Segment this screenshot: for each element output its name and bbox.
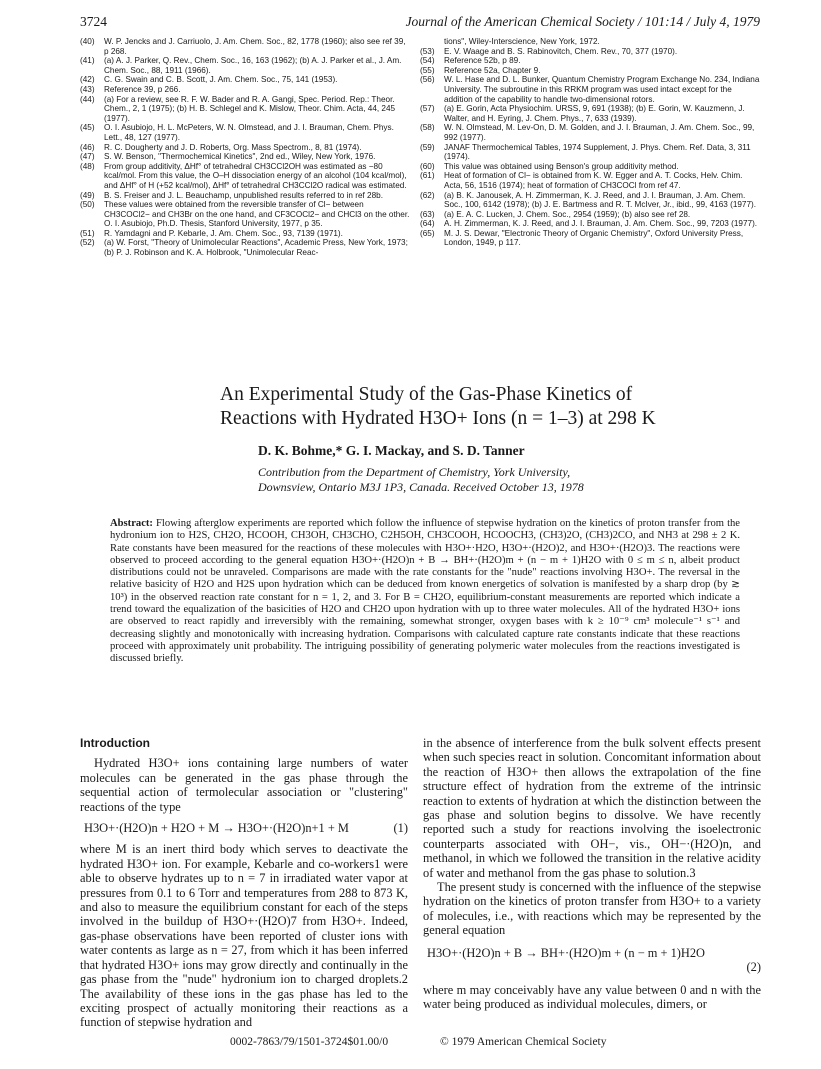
reference-number: (59): [420, 142, 435, 152]
reference-number: [420, 37, 444, 47]
reference-entry: [420, 56, 760, 66]
equation-2-number: (2): [746, 960, 761, 975]
reference-entry: [80, 162, 410, 191]
equation-1-body: H3O+·(H2O)n + H2O + M → H3O+·(H2O)n+1 + M: [84, 821, 349, 836]
reference-number: (44): [80, 94, 95, 104]
reference-number: (61): [420, 171, 435, 181]
reference-number: (64): [420, 219, 435, 229]
reference-entry: [80, 143, 410, 153]
equation-2-body: H3O+·(H2O)n + B → BH+·(H2O)m + (n − m + 1)H2O: [427, 945, 706, 960]
reference-text: From group additivity, ΔHf° of tetrahedral CH3CCl2OH was estimated as −80 kcal/mol. From this value, the O–H dissociation energy of an alcohol (104 kcal/mol), and ΔHf° of H (+52 kcal/mol), ΔHf° of tetrahedral CH3CCl2O radical was estimated.: [104, 161, 407, 190]
reference-number: (50): [80, 200, 95, 210]
reference-entry: [420, 104, 760, 123]
reference-number: (57): [420, 104, 435, 114]
reference-text: R. Yamdagni and P. Kebarle, J. Am. Chem. Soc., 93, 7139 (1971).: [104, 228, 343, 238]
reference-number: (42): [80, 75, 95, 85]
reference-entry: [80, 85, 410, 95]
reference-text: W. N. Olmstead, M. Lev-On, D. M. Golden, and J. I. Brauman, J. Am. Chem. Soc., 99, 992 (1977).: [444, 123, 755, 142]
paragraph: The present study is concerned with the influence of the stepwise hydration on the kinetics of proton transfer from H3O+ to a variety of molecules, i.e., with reactions which may be represented by the general equation: [423, 880, 761, 938]
reference-number: (43): [80, 84, 95, 94]
reference-text: C. G. Swain and C. B. Scott, J. Am. Chem. Soc., 75, 141 (1953).: [104, 75, 338, 85]
reference-number: (63): [420, 209, 435, 219]
body-left-column: [80, 736, 408, 1030]
reference-entry: [80, 56, 410, 75]
journal-citation: Journal of the American Chemical Society / 101:14 / July 4, 1979: [405, 14, 760, 29]
reference-text: S. W. Benson, "Thermochemical Kinetics", 2nd ed., Wiley, New York, 1976.: [104, 152, 376, 162]
reference-entry: [80, 95, 410, 124]
paragraph: in the absence of interference from the bulk solvent effects present when such species react in solution. Concomitant information about the reaction of H3O+ then allows the extrapolation of the fine structure effect of hydration from the extreme of the intrinsic reaction to extents of hydration at which the distinction between the gas phase and solution begins to dissolve. We have recently reported such a study for reactions involving the isoelectronic counterparts associated with OH−, vis., OH−·(H2O)n, and methanol, in which we followed the transition in the relative acidity of water and methanol from the gas phase to solution.3: [423, 736, 761, 880]
reference-number: (53): [420, 46, 435, 56]
reference-number: (45): [80, 123, 95, 133]
reference-entry: [80, 75, 410, 85]
reference-entry: [420, 210, 760, 220]
paragraph: Hydrated H3O+ ions containing large numbers of water molecules can be generated in the gas phase through the sequential action of termolecular association or "clustering" reactions of the type: [80, 756, 408, 814]
reference-text: tions", Wiley-Interscience, New York, 1972.: [444, 37, 600, 46]
equation-1-number: (1): [393, 821, 408, 836]
article-code: 0002-7863/79/1501-3724$01.00/0: [230, 1036, 389, 1048]
reference-text: (a) B. K. Janousek, A. H. Zimmerman, K. J. Reed, and J. I. Brauman, J. Am. Chem. Soc., 100, 6142 (1978); (b) J. E. Bartmess and R. T. McIver, Jr., ibid., 99, 4163 (1977).: [444, 190, 757, 210]
reference-number: (48): [80, 161, 95, 171]
reference-entry: [420, 66, 760, 76]
paragraph: where M is an inert third body which serves to deactivate the hydrated H3O+ ion. For example, Kebarle and co-workers1 were able to observe hydrates up to n = 7 in irradiated water vapor at pressures from 0.1 to 6 Torr and temperatures from 288 to 873 K, and also to measure the equilibrium constant for each of the steps involved in the buildup of H3O+·(H2O)7 from H3O+. Indeed, gas-phase observations have been reported of cluster ions with water contents as large as n = 27, from which it has been inferred that hydrated H3O+ ions may grow directly and continually in the gas phase from the "nude" hydronium ion to charged droplets.2 The availability of these ions in the gas phase has led to the exciting prospect of actually monitoring their reactions as a function of stepwise hydration and: [80, 842, 408, 1030]
affiliation-line-2: Downsview, Ontario M3J 1P3, Canada. Received October 13, 1978: [258, 480, 584, 494]
reference-text: W. P. Jencks and J. Carriuolo, J. Am. Chem. Soc., 82, 1778 (1960); also see ref 39, p 268.: [104, 37, 406, 56]
reference-text: M. J. S. Dewar, "Electronic Theory of Organic Chemistry", Oxford University Press, London, 1949, p 117.: [444, 228, 744, 248]
reference-number: (62): [420, 190, 435, 200]
reference-entry: [420, 123, 760, 142]
reference-text: (a) W. Forst, "Theory of Unimolecular Reactions", Academic Press, New York, 1973; (b) P. J. Robinson and K. A. Holbrook, "Unimolecular Reac-: [104, 238, 408, 258]
reference-number: (60): [420, 161, 435, 171]
page-number: 3724: [80, 14, 107, 29]
reference-number: (41): [80, 56, 95, 66]
reference-entry: [420, 143, 760, 162]
reference-entry: [80, 123, 410, 142]
reference-text: O. I. Asubiojo, H. L. McPeters, W. N. Olmstead, and J. I. Brauman, Chem. Phys. Lett., 48, 127 (1977).: [104, 123, 394, 142]
reference-number: (51): [80, 228, 95, 238]
reference-text: (a) E. A. C. Lucken, J. Chem. Soc., 2954 (1959); (b) also see ref 28.: [444, 209, 691, 219]
reference-number: (54): [420, 56, 435, 66]
equation-1: [84, 821, 408, 835]
references-right-column: [420, 37, 760, 248]
reference-number: (65): [420, 228, 435, 238]
reference-entry: [80, 152, 410, 162]
reference-number: (56): [420, 75, 435, 85]
reference-text: (a) For a review, see R. F. W. Bader and R. A. Gangi, Spec. Period. Rep.: Theor. Chem., 2, 1 (1975); (b) H. B. Schlegel and K. Mislow, Theor. Chim. Acta, 44, 245 (1977).: [104, 94, 396, 123]
abstract-text: Flowing afterglow experiments are reported which follow the influence of stepwise hydration on the kinetics of proton transfer from the hydronium ion to H2S, CH2O, HCOOH, CH3OH, CH3CHO, C2H5OH, CH3COOH, HCOOCH3, (CH3)2O, (CH3)2CO, and NH3 at 298 ± 2 K. Rate constants have been measured for the reactions of these molecules with H3O+·H2O, H3O+·(H2O)2, and H3O+·(H2O)3. The reactions were observed to proceed according to the general equation H3O+·(H2O)n + B → BH+·(H2O)m + (n − m + 1)H2O with 0 ≤ m ≤ n, albeit product distributions could not be unraveled. Comparisons are made with the rate constants for the "nude" reactions involving H3O+. The reversal in the relative basicity of H2O and H2S upon hydration which can be deduced from known energetics of solvation is manifested by a sharp drop (by ≳ 10³) in the observed reaction rate constant for n = 1, 2, and 3. For B = CH2O, equilibrium-constant measurements are reported which indicate a trend toward the equalization of the basicities of H2O and CH2O upon hydration with up to three water molecules. All of the hydrated H3O+ ions are observed to react rapidly and irreversibly with the remaining, somewhat stronger, oxygen bases with k ≥ 10⁻⁹ cm³ molecule⁻¹ s⁻¹ and decreasing slightly and monotonically with increasing hydration. Comparisons with calculated capture rate constants indicate that these reactions proceed with approximately unit probability. The intriguing possibility of generating polymeric water molecules from the reactions investigated is discussed briefly.: [110, 518, 741, 665]
reference-text: These values were obtained from the reversible transfer of Cl− between CH3COCl2− and CH3Br on the one hand, and CF3COCl2− and CHCl3 on the other. O. I. Asubiojo, Ph.D. Thesis, Stanford University, 1977, p 35.: [104, 200, 410, 229]
affiliation: [258, 465, 738, 495]
reference-text: (a) A. J. Parker, Q. Rev., Chem. Soc., 16, 163 (1962); (b) A. J. Parker et al., J. Am. Chem. Soc., 88, 1911 (1966).: [104, 56, 402, 75]
reference-text: JANAF Thermochemical Tables, 1974 Supplement, J. Phys. Chem. Ref. Data, 3, 311 (1974).: [444, 142, 751, 162]
section-heading: Introduction: [80, 736, 150, 750]
reference-entry: [80, 200, 410, 229]
reference-text: Reference 52a, Chapter 9.: [444, 65, 541, 75]
paragraph: where m may conceivably have any value between 0 and n with the water being produced as individual molecules, dimers, or: [423, 982, 761, 1011]
reference-text: B. S. Freiser and J. L. Beauchamp, unpublished results referred to in ref 28b.: [104, 190, 383, 200]
reference-number: (47): [80, 152, 95, 162]
reference-text: Reference 39, p 266.: [104, 84, 181, 94]
reference-entry: [420, 191, 760, 210]
running-header: [80, 14, 760, 34]
reference-text: (a) E. Gorin, Acta Physiochim. URSS, 9, 691 (1938); (b) E. Gorin, W. Kauzmenn, J. Walter, and H. Eyring, J. Chem. Phys., 7, 633 (1939).: [444, 104, 745, 123]
reference-entry: [420, 229, 760, 248]
reference-text: A. H. Zimmerman, K. J. Reed, and J. I. Brauman, J. Am. Chem. Soc., 99, 7203 (1977).: [444, 219, 758, 229]
abstract-label: Abstract:: [110, 518, 153, 529]
reference-text: E. V. Waage and B. S. Rabinovitch, Chem. Rev., 70, 377 (1970).: [444, 46, 678, 56]
reference-entry: [420, 75, 760, 104]
reference-text: This value was obtained using Benson's group additivity method.: [444, 161, 679, 171]
reference-text: Heat of formation of Cl− is obtained from K. W. Egger and A. T. Cocks, Helv. Chim. Acta, 56, 1516 (1974); heat of formation of CH3COCl from ref 47.: [444, 171, 743, 190]
title-line-2: Reactions with Hydrated H3O+ Ions (n = 1–3) at 298 K: [220, 408, 656, 429]
copyright: © 1979 American Chemical Society: [440, 1036, 607, 1048]
reference-entry: [420, 219, 760, 229]
reference-entry: [420, 37, 760, 47]
reference-number: (49): [80, 190, 95, 200]
article-title: [220, 383, 780, 431]
references-left-column: [80, 37, 410, 258]
reference-entry: [420, 162, 760, 172]
body-right-column: [423, 736, 761, 1011]
affiliation-line-1: Contribution from the Department of Chemistry, York University,: [258, 465, 571, 479]
reference-text: W. L. Hase and D. L. Bunker, Quantum Chemistry Program Exchange No. 234, Indiana University. The subroutine in this RRKM program was used intact except for the addition of the capability to handle two-dimensional rotors.: [444, 75, 760, 104]
title-line-1: An Experimental Study of the Gas-Phase Kinetics of: [220, 384, 633, 405]
reference-text: R. C. Dougherty and J. D. Roberts, Org. Mass Spectrom., 8, 81 (1974).: [104, 142, 362, 152]
reference-text: Reference 52b, p 89.: [444, 56, 521, 66]
reference-number: (46): [80, 142, 95, 152]
reference-number: (40): [80, 37, 95, 46]
reference-entry: [80, 229, 410, 239]
reference-number: (58): [420, 123, 435, 133]
reference-entry: [80, 37, 410, 56]
authors: D. K. Bohme,* G. I. Mackay, and S. D. Tanner: [258, 443, 525, 458]
abstract: [110, 518, 740, 666]
reference-entry: [80, 238, 410, 257]
reference-entry: [420, 47, 760, 57]
reference-number: (55): [420, 65, 435, 75]
reference-number: (52): [80, 238, 95, 248]
reference-entry: [420, 171, 760, 190]
reference-entry: [80, 191, 410, 201]
